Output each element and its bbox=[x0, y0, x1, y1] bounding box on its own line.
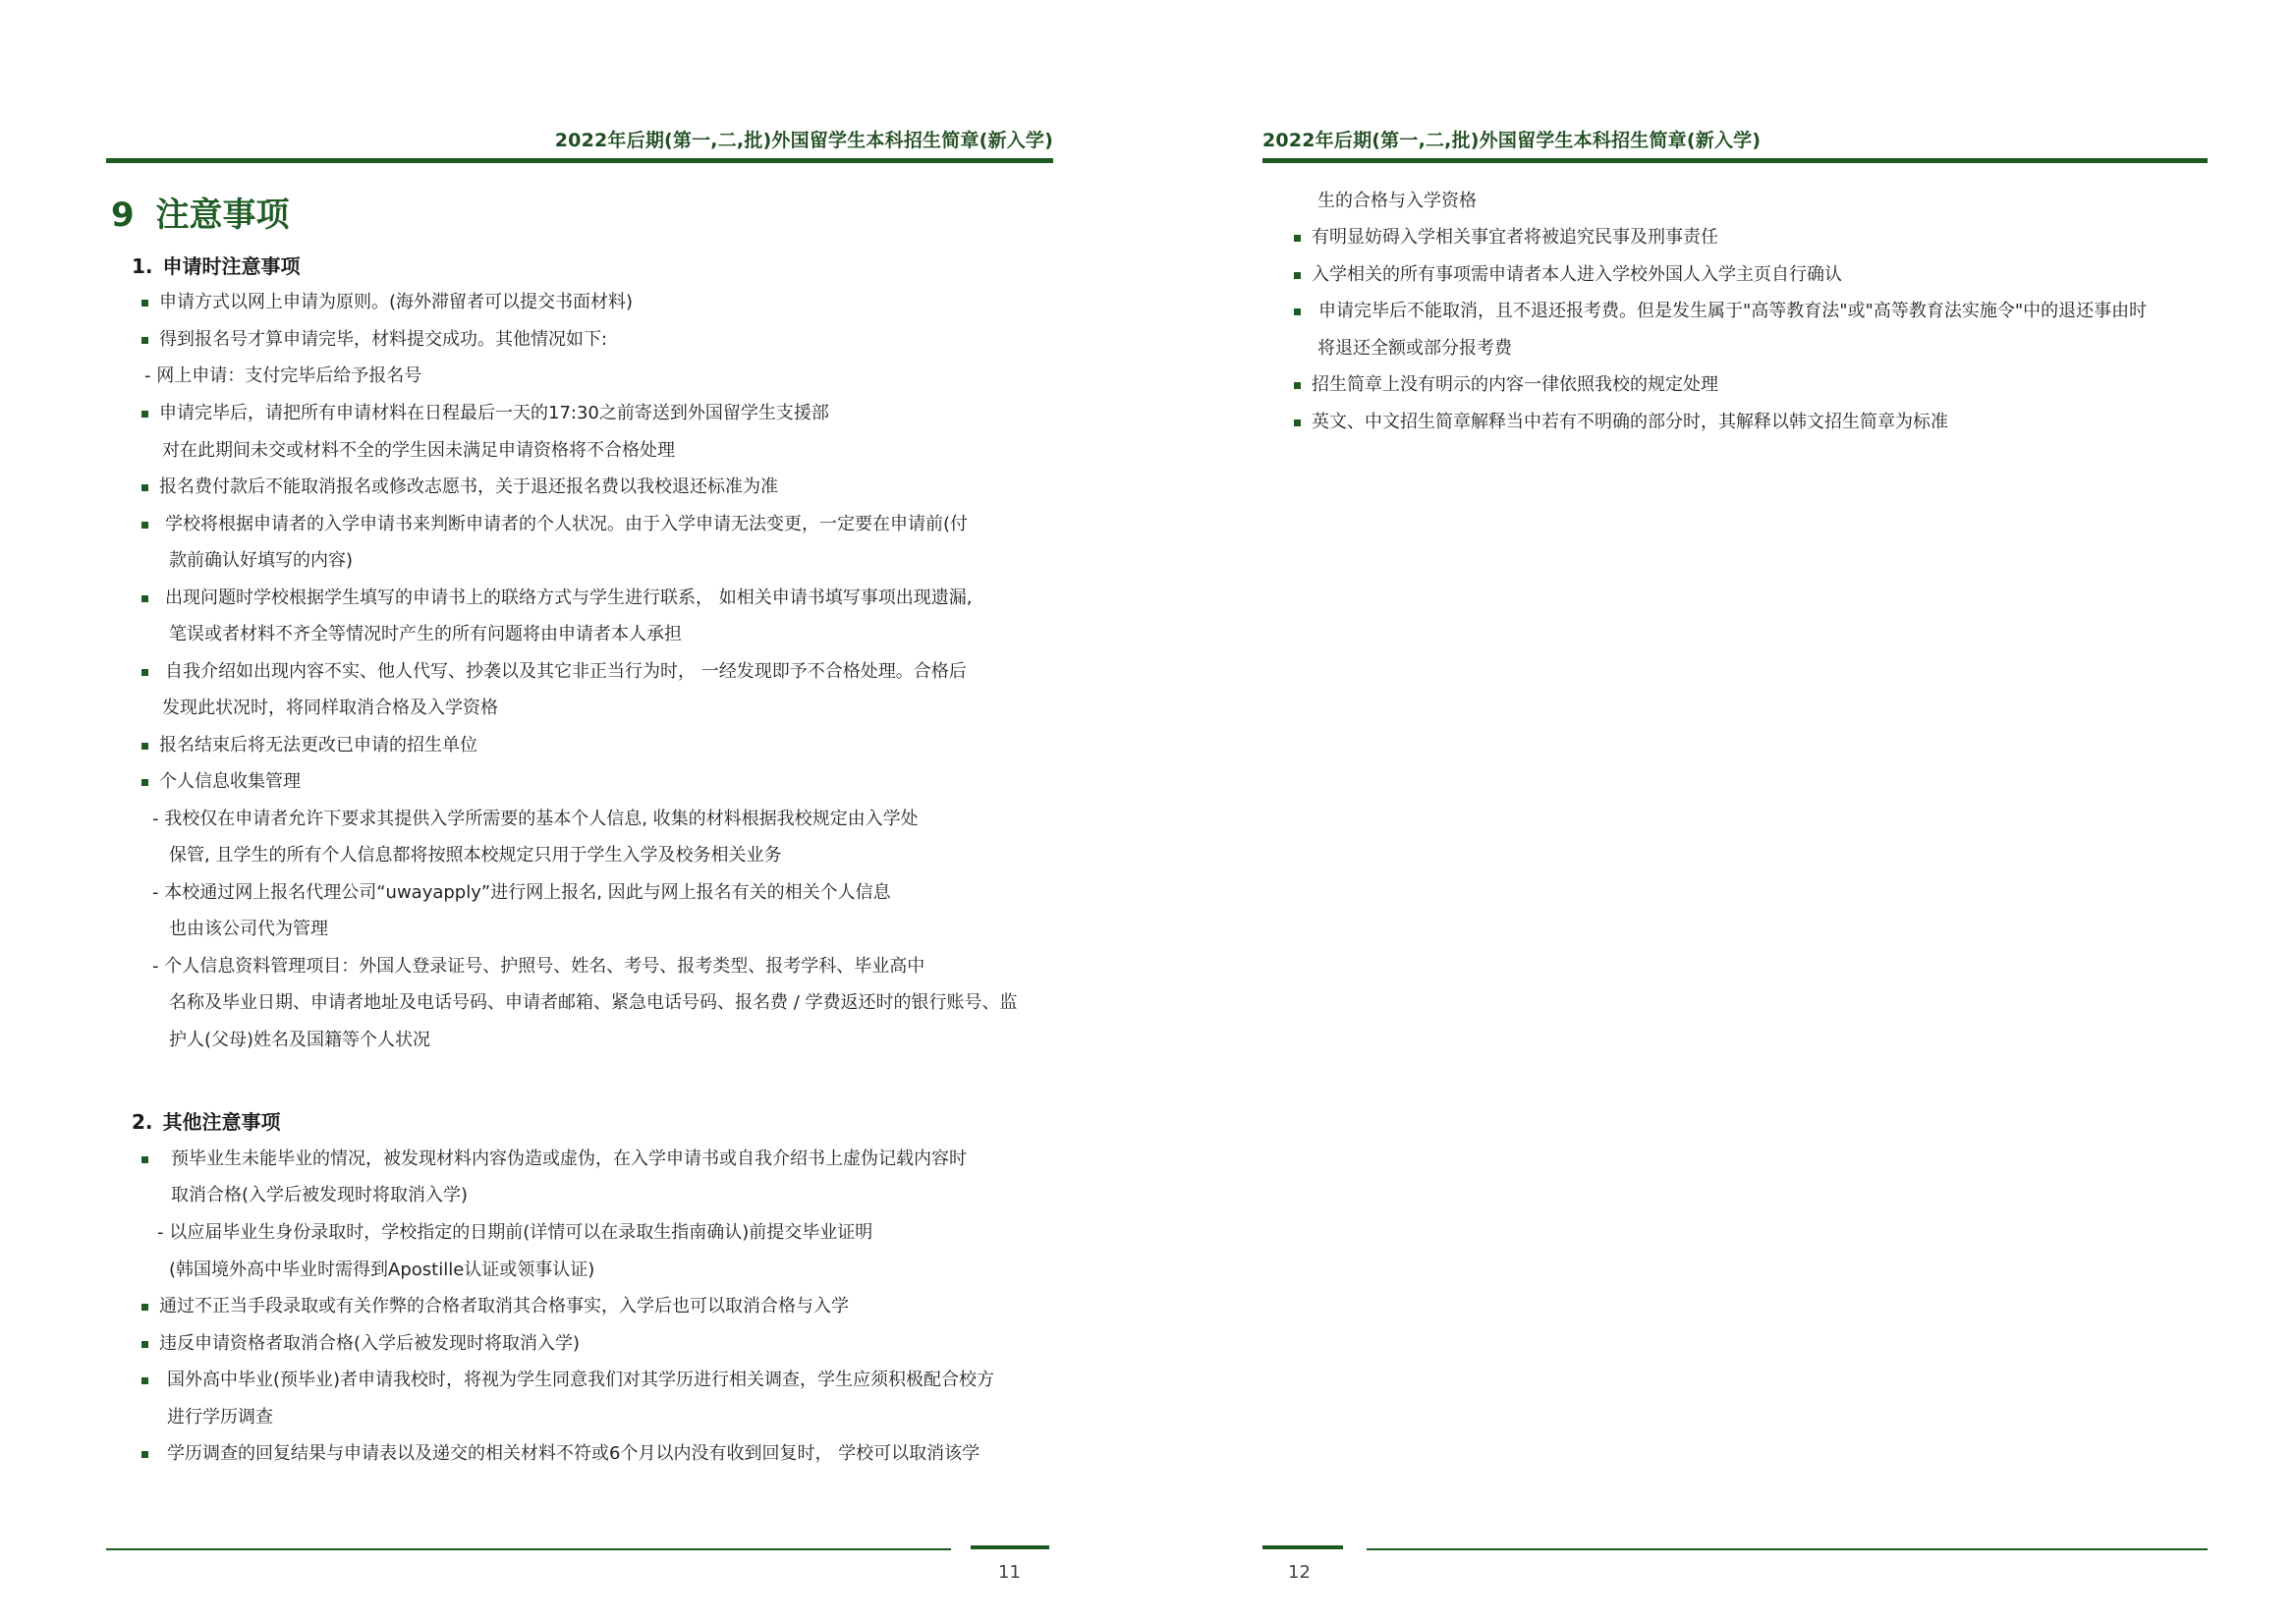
list-item bbox=[159, 769, 301, 795]
bullet-icon bbox=[1294, 420, 1301, 426]
list-item-text: 笔误或者材料不齐全等情况时产生的所有问题将由申请者本人承担 bbox=[169, 624, 682, 644]
subsection-number: 1. bbox=[132, 254, 153, 278]
page-number: 12 bbox=[1288, 1562, 1311, 1583]
bullet-icon bbox=[141, 595, 148, 602]
list-item-continuation bbox=[169, 917, 328, 942]
bullet-icon bbox=[1294, 272, 1301, 279]
list-item-text: 将退还全额或部分报考费 bbox=[1317, 338, 1512, 359]
list-item-text: 个人信息收集管理 bbox=[159, 771, 301, 792]
list-item bbox=[165, 586, 972, 611]
list-item-continuation bbox=[162, 438, 675, 464]
bullet-icon bbox=[141, 669, 148, 676]
list-item bbox=[159, 327, 607, 353]
bullet-icon bbox=[141, 411, 148, 418]
sub-list-item bbox=[157, 1220, 872, 1246]
list-item-text: 保管, 且学生的所有个人信息都将按照本校规定只用于学生入学及校务相关业务 bbox=[169, 845, 782, 866]
list-item bbox=[159, 1294, 849, 1319]
list-item bbox=[1318, 299, 2147, 324]
list-item bbox=[159, 290, 633, 315]
bullet-icon bbox=[141, 484, 148, 491]
list-item-text: - 网上申请：支付完毕后给予报名号 bbox=[144, 365, 422, 386]
list-item-text: 违反申请资格者取消合格(入学后被发现时将取消入学) bbox=[159, 1333, 581, 1354]
bullet-icon bbox=[1294, 308, 1301, 315]
bullet-icon bbox=[141, 1451, 148, 1458]
list-item bbox=[165, 512, 968, 537]
right-page bbox=[1148, 0, 2295, 1624]
section-heading bbox=[111, 188, 290, 236]
bullet-icon bbox=[1294, 382, 1301, 389]
section-number: 9 bbox=[111, 196, 135, 235]
sub-list-item bbox=[152, 807, 919, 832]
list-item bbox=[167, 1441, 980, 1467]
page-header-title: 2022年后期(第一,二,批)外国留学生本科招生简章(新入学) bbox=[554, 130, 1053, 151]
footer-divider bbox=[1367, 1548, 2208, 1550]
list-item-text: 入学相关的所有事项需申请者本人进入学校外国人入学主页自行确认 bbox=[1312, 264, 1842, 285]
footer-page-tab bbox=[971, 1545, 1049, 1549]
list-item-text: 对在此期间未交或材料不全的学生因未满足申请资格将不合格处理 bbox=[162, 440, 675, 461]
section-title: 注意事项 bbox=[155, 196, 290, 235]
list-item-continuation bbox=[169, 622, 682, 647]
list-item-text: - 个人信息资料管理项目：外国人登录证号、护照号、姓名、考号、报考类型、报考学科、毕业高中 bbox=[152, 956, 925, 977]
list-item-text: 申请完毕后，请把所有申请材料在日程最后一天的17:30之前寄送到外国留学生支援部 bbox=[159, 403, 829, 423]
bullet-icon bbox=[141, 1341, 148, 1348]
list-item bbox=[1312, 225, 1718, 251]
bullet-icon bbox=[141, 522, 148, 529]
list-item-continuation bbox=[1317, 336, 1512, 362]
list-item-text: 申请完毕后不能取消，且不退还报考费。但是发生属于"高等教育法"或"高等教育法实施令"中的退还事由时 bbox=[1318, 301, 2148, 321]
list-item-continuation bbox=[1317, 189, 1477, 214]
list-item-text: 有明显妨碍入学相关事宜者将被追究民事及刑事责任 bbox=[1312, 227, 1718, 248]
list-item-text: 学校将根据申请者的入学申请书来判断申请者的个人状况。由于入学申请无法变更，一定要在申请前(付 bbox=[165, 514, 969, 534]
header-divider bbox=[106, 158, 1053, 163]
footer-page-tab bbox=[1262, 1545, 1343, 1549]
list-item-text: 名称及毕业日期、申请者地址及电话号码、申请者邮箱、紧急电话号码、报名费 / 学费返还时的银行账号、监 bbox=[169, 992, 1018, 1013]
list-item bbox=[171, 1147, 967, 1172]
subsection-number: 2. bbox=[132, 1110, 153, 1134]
list-item bbox=[159, 475, 778, 500]
list-item-text: 得到报名号才算申请完毕，材料提交成功。其他情况如下: bbox=[159, 329, 608, 350]
sub-list-item bbox=[144, 364, 421, 389]
sub-list-item bbox=[152, 880, 891, 906]
list-item bbox=[159, 1331, 580, 1357]
list-item-text: 生的合格与入学资格 bbox=[1317, 191, 1477, 211]
list-item-text: 预毕业生未能毕业的情况，被发现材料内容伪造或虚伪，在入学申请书或自我介绍书上虚伪记载内容时 bbox=[171, 1148, 967, 1169]
list-item-text: 通过不正当手段录取或有关作弊的合格者取消其合格事实，入学后也可以取消合格与入学 bbox=[159, 1296, 849, 1316]
bullet-icon bbox=[141, 300, 148, 307]
list-item bbox=[1312, 372, 1718, 398]
list-item-continuation bbox=[162, 696, 498, 721]
list-item-text: 学历调查的回复结果与申请表以及递交的相关材料不符或6个月以内没有收到回复时， 学校可以取消该学 bbox=[167, 1443, 980, 1464]
footer-divider bbox=[106, 1548, 951, 1550]
bullet-icon bbox=[141, 743, 148, 750]
list-item-text: 护人(父母)姓名及国籍等个人状况 bbox=[169, 1030, 431, 1050]
list-item-text: 申请方式以网上申请为原则。(海外滞留者可以提交书面材料) bbox=[159, 292, 634, 312]
header-divider bbox=[1262, 158, 2208, 163]
subsection-title: 申请时注意事项 bbox=[162, 254, 301, 278]
page-header-title: 2022年后期(第一,二,批)外国留学生本科招生简章(新入学) bbox=[1262, 130, 1762, 151]
bullet-icon bbox=[141, 1304, 148, 1311]
bullet-icon bbox=[141, 1377, 148, 1384]
list-item-text: 招生简章上没有明示的内容一律依照我校的规定处理 bbox=[1312, 374, 1718, 395]
list-item-text: (韩国境外高中毕业时需得到Apostille认证或领事认证) bbox=[169, 1260, 595, 1280]
list-item-text: 出现问题时学校根据学生填写的申请书上的联络方式与学生进行联系， 如相关申请书填写事项出现遗漏, bbox=[165, 588, 973, 608]
bullet-icon bbox=[141, 1156, 148, 1163]
list-item-text: 英文、中文招生简章解释当中若有不明确的部分时，其解释以韩文招生简章为标准 bbox=[1312, 412, 1948, 432]
page-number: 11 bbox=[998, 1562, 1021, 1583]
subsection-title: 其他注意事项 bbox=[162, 1110, 281, 1134]
list-item-text: 款前确认好填写的内容) bbox=[169, 550, 354, 571]
subsection-heading-1 bbox=[132, 251, 301, 279]
subsection-heading-2 bbox=[132, 1106, 281, 1135]
list-item-continuation bbox=[169, 1028, 430, 1053]
list-item-text: 自我介绍如出现内容不实、他人代写、抄袭以及其它非正当行为时， 一经发现即予不合格处理。合格后 bbox=[165, 661, 967, 682]
list-item-continuation bbox=[171, 1183, 468, 1208]
list-item-text: 报名费付款后不能取消报名或修改志愿书，关于退还报名费以我校退还标准为准 bbox=[159, 476, 778, 497]
list-item bbox=[165, 659, 967, 685]
list-item bbox=[167, 1368, 994, 1393]
list-item bbox=[1312, 262, 1842, 288]
list-item-text: 取消合格(入学后被发现时将取消入学) bbox=[171, 1185, 469, 1205]
bullet-icon bbox=[141, 337, 148, 344]
list-item-text: 也由该公司代为管理 bbox=[169, 919, 328, 939]
list-item bbox=[159, 401, 829, 426]
list-item-continuation bbox=[169, 990, 1018, 1016]
sub-list-item bbox=[152, 954, 924, 980]
list-item-continuation bbox=[169, 843, 781, 868]
list-item-continuation bbox=[169, 1258, 594, 1283]
list-item-text: 发现此状况时，将同样取消合格及入学资格 bbox=[162, 698, 498, 718]
list-item-continuation bbox=[169, 548, 353, 574]
list-item-text: - 以应届毕业生身份录取时，学校指定的日期前(详情可以在录取生指南确认)前提交毕业证明 bbox=[157, 1222, 873, 1243]
bullet-icon bbox=[1294, 235, 1301, 242]
bullet-icon bbox=[141, 779, 148, 786]
list-item-text: 报名结束后将无法更改已申请的招生单位 bbox=[159, 735, 477, 756]
list-item-text: - 我校仅在申请者允许下要求其提供入学所需要的基本个人信息, 收集的材料根据我校规定由入学处 bbox=[152, 809, 919, 829]
list-item-text: - 本校通过网上报名代理公司“uwayapply”进行网上报名, 因此与网上报名有关的相关个人信息 bbox=[152, 882, 891, 903]
list-item-text: 国外高中毕业(预毕业)者申请我校时，将视为学生同意我们对其学历进行相关调查，学生应须积极配合校方 bbox=[167, 1370, 995, 1390]
list-item-text: 进行学历调查 bbox=[167, 1407, 273, 1428]
list-item bbox=[1312, 410, 1948, 435]
list-item bbox=[159, 733, 477, 758]
list-item-continuation bbox=[167, 1405, 273, 1430]
